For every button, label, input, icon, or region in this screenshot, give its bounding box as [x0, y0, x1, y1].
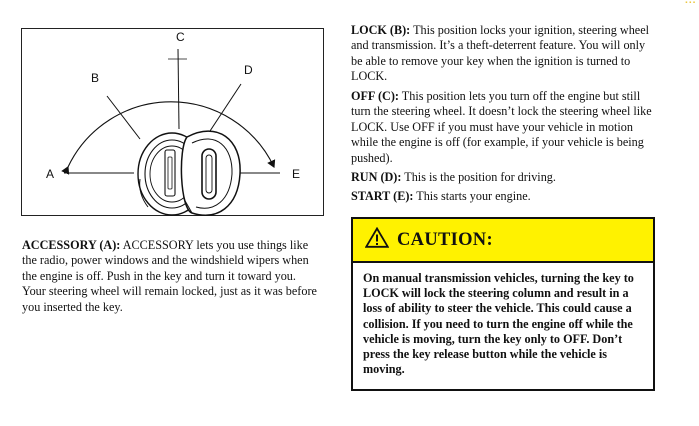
lock-paragraph	[351, 23, 657, 85]
position-label-a: A	[46, 167, 55, 181]
position-label-c: C	[176, 30, 185, 44]
caution-box	[351, 217, 655, 391]
ignition-diagram-svg	[22, 29, 325, 217]
position-label-e: E	[292, 167, 301, 181]
off-text: This position lets you turn off the engine but still turn the steering wheel. It doesn’t lock the steering wheel like LOCK. Use OFF if you must have your vehicle in motion while the engine is off (for example, if your vehicle is being pushed).	[351, 89, 652, 165]
start-term: START (E):	[351, 189, 414, 203]
run-term: RUN (D):	[351, 170, 402, 184]
accessory-text: ACCESSORY lets you use things like the radio, power windows and the windshield wipers when the engine is off. Push in the key and turn it toward you. Your steering wheel will remain locked, just as it was before you inserted the key.	[22, 238, 317, 314]
start-paragraph	[351, 189, 657, 204]
accessory-term: ACCESSORY (A):	[22, 238, 121, 252]
caution-header	[353, 219, 653, 263]
off-term: OFF (C):	[351, 89, 399, 103]
warning-triangle-icon	[365, 227, 389, 253]
caution-title: CAUTION:	[397, 229, 493, 250]
start-text: This starts your engine.	[413, 189, 531, 203]
run-paragraph	[351, 170, 657, 185]
position-label-b: B	[91, 71, 100, 85]
ignition-diagram	[21, 28, 324, 216]
off-paragraph	[351, 89, 657, 166]
radial-line-d	[210, 84, 241, 131]
run-text: This is the position for driving.	[401, 170, 556, 184]
radial-line-c	[178, 49, 179, 129]
accessory-paragraph	[22, 238, 322, 315]
position-label-d: D	[244, 63, 253, 77]
lock-term: LOCK (B):	[351, 23, 411, 37]
radial-line-b	[107, 96, 140, 139]
caution-text: On manual transmission vehicles, turning the key to LOCK will lock the steering column and result in a loss of ability to steer the vehicle. This could cause a collision. If you need to turn the engine off while the vehicle is moving, turn the key only to OFF. Don’t press the key release button while the vehicle is moving.	[363, 271, 634, 377]
lock-text: This position locks your ignition, steering wheel and transmission. It’s a theft-deterrent feature. You will only be able to remove your key when the ignition is turned to LOCK.	[351, 23, 650, 84]
ignition-key	[181, 131, 240, 215]
corner-mark: ▪ ▪ ▪	[685, 0, 695, 6]
